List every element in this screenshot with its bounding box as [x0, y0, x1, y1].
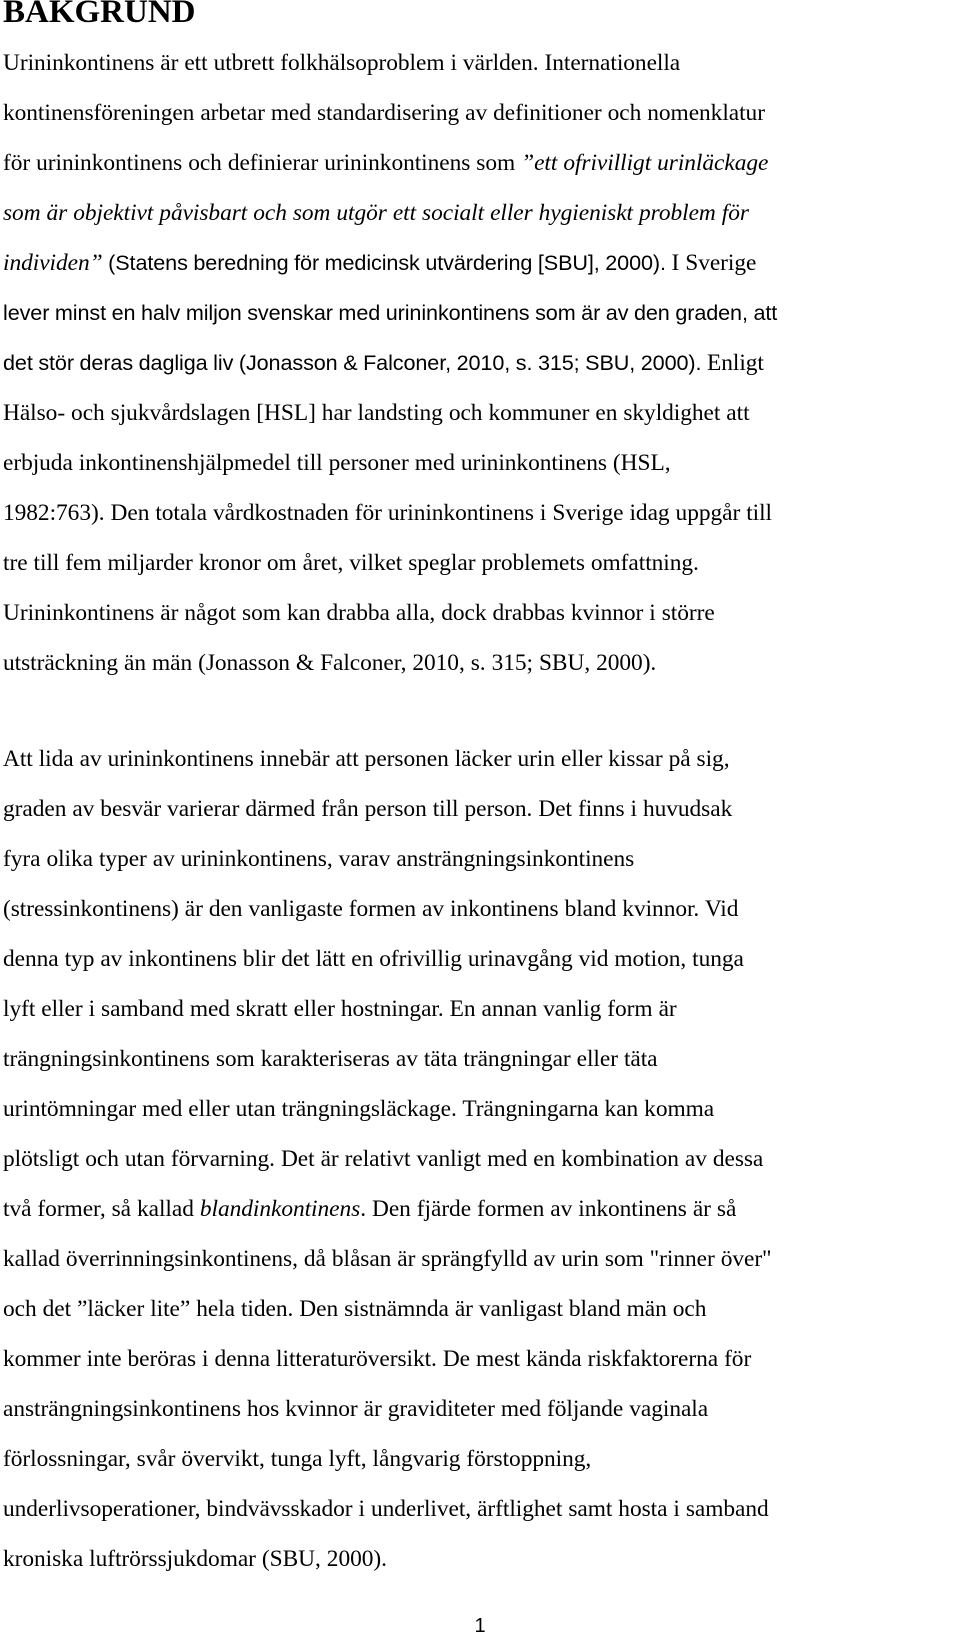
text-run: kommer inte beröras i denna litteraturöversikt. — [3, 1346, 443, 1372]
text-line — [3, 288, 956, 338]
text-run: Trängningarna kan komma — [462, 1096, 715, 1122]
text-run: kallad överrinningsinkontinens, då blåsan är sprängfylld av urin som "rinner över" — [3, 1246, 772, 1272]
text-line — [3, 784, 956, 834]
text-line — [3, 934, 956, 984]
text-line — [3, 1334, 956, 1384]
text-run: urintömningar med eller utan trängningsläckage. — [3, 1096, 463, 1122]
text-line — [3, 388, 956, 438]
text-run: Det finns i huvudsak — [538, 796, 733, 822]
text-line — [3, 884, 956, 934]
text-run: 1982:763). — [3, 500, 111, 526]
text-line — [3, 638, 956, 688]
text-line — [3, 188, 956, 238]
text-line — [3, 1484, 956, 1534]
text-run: denna typ av inkontinens blir det lätt en ofrivillig urinavgång vid motion, tunga — [3, 946, 744, 972]
text-line — [3, 1534, 956, 1584]
text-run: fyra olika typer av urininkontinens, varav ansträngningsinkontinens — [3, 846, 635, 872]
emphasized-term: blandinkontinens — [199, 1196, 361, 1222]
text-run: Hälso- och sjukvårdslagen [HSL] har landsting och kommuner en skyldighet att — [3, 400, 750, 426]
text-line — [3, 438, 956, 488]
text-run: kroniska luftrörssjukdomar (SBU, 2000). — [3, 1546, 387, 1572]
text-run: graden av besvär varierar därmed från person till person. — [3, 796, 539, 822]
text-line — [3, 1134, 956, 1184]
quoted-definition: individen” — [3, 250, 103, 276]
text-run: tre till fem miljarder kronor om året, vilket speglar problemets omfattning. — [3, 550, 699, 576]
text-run: två former, så kallad — [3, 1196, 200, 1222]
text-line — [3, 1434, 956, 1484]
text-line — [3, 984, 956, 1034]
text-run: Den sistnämnda är vanligast bland män och — [299, 1296, 707, 1322]
text-run: det stör deras dagliga liv (Jonasson & Falconer, 2010, s. 315; SBU, 2000). — [3, 350, 707, 375]
text-line — [3, 588, 956, 638]
text-line — [3, 834, 956, 884]
text-run: Urininkontinens är ett utbrett folkhälsoproblem i världen. Internationella — [3, 50, 681, 76]
text-line — [3, 1234, 956, 1284]
text-line — [3, 1084, 956, 1134]
section-heading: BAKGRUND — [3, 0, 196, 30]
text-run: och det ”läcker lite” hela tiden. — [3, 1296, 300, 1322]
text-run: Den totala vårdkostnaden för urininkontinens i Sverige idag uppgår till — [110, 500, 772, 526]
text-run: utsträckning än män (Jonasson & Falconer, 2010, s. 315; SBU, 2000). — [3, 650, 657, 676]
text-run: kontinensföreningen arbetar med standardisering av definitioner och nomenklatur — [3, 100, 765, 126]
text-run: . — [360, 1196, 372, 1222]
text-line — [3, 1384, 956, 1434]
text-line — [3, 338, 956, 388]
page-number: 1 — [474, 1615, 486, 1637]
text-line — [3, 488, 956, 538]
text-line — [3, 38, 956, 88]
text-run: I Sverige — [671, 250, 757, 276]
paragraph-incontinence-types — [3, 734, 956, 1584]
text-run: för urininkontinens och definierar urininkontinens som — [3, 150, 522, 176]
quoted-definition: ”ett ofrivilligt urinläckage — [521, 150, 769, 176]
text-line — [3, 88, 956, 138]
text-run: lyft eller i samband med skratt eller hostningar. — [3, 996, 450, 1022]
text-run: Vid — [704, 896, 739, 922]
text-line — [3, 1284, 956, 1334]
quoted-definition: som är objektivt påvisbart och som utgör ett socialt eller hygieniskt problem för — [3, 200, 749, 226]
text-run: erbjuda inkontinenshjälpmedel till personer med urininkontinens (HSL, — [3, 450, 671, 476]
text-run: Enligt — [707, 350, 764, 376]
text-line — [3, 138, 956, 188]
text-run: Att lida av urininkontinens innebär att personen läcker urin eller kissar på sig, — [3, 746, 730, 772]
text-run: ansträngningsinkontinens hos kvinnor är graviditeter med följande vaginala — [3, 1396, 709, 1422]
text-run: förlossningar, svår övervikt, tunga lyft, långvarig förstoppning, — [3, 1446, 592, 1472]
text-run: Urininkontinens är något som kan drabba alla, dock drabbas kvinnor i större — [3, 600, 715, 626]
text-run: (stressinkontinens) är den vanligaste formen av inkontinens bland kvinnor. — [3, 896, 705, 922]
text-line — [3, 238, 956, 288]
text-run: underlivsoperationer, bindvävsskador i underlivet, ärftlighet samt hosta i samband — [3, 1496, 769, 1522]
text-run: En annan vanlig form är — [449, 996, 677, 1022]
text-run: De mest kända riskfaktorerna för — [442, 1346, 752, 1372]
text-line — [3, 1034, 956, 1084]
text-run: plötsligt och utan förvarning. — [3, 1146, 281, 1172]
text-run: (Statens beredning för medicinsk utvärdering [SBU], 2000). — [102, 250, 672, 275]
text-line — [3, 538, 956, 588]
text-run: lever minst en halv miljon svenskar med urininkontinens som är av den graden, att — [3, 300, 778, 325]
text-run: Den fjärde formen av inkontinens är så — [371, 1196, 737, 1222]
text-line — [3, 1184, 956, 1234]
paragraph-background-intro — [3, 38, 956, 688]
text-run: Det är relativt vanligt med en kombination av dessa — [280, 1146, 764, 1172]
text-line — [3, 734, 956, 784]
text-run: trängningsinkontinens som karakteriseras av täta trängningar eller täta — [3, 1046, 658, 1072]
